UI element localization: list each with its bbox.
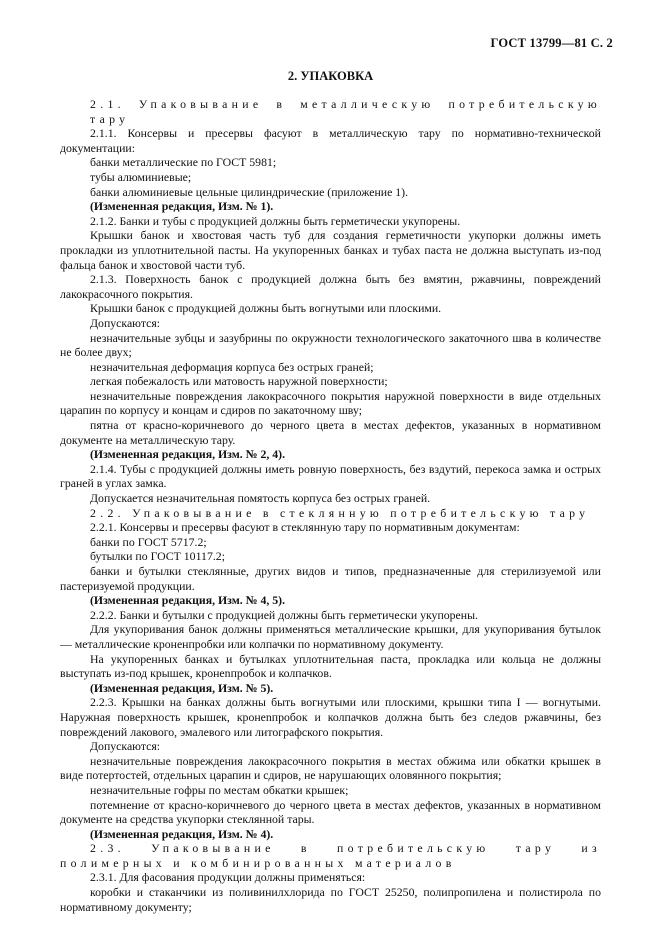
paragraph: 2.3. Упаковывание в потребительскую тару из полимерных и комбинированных материалов <box>60 841 601 870</box>
paragraph: бутылки по ГОСТ 10117.2; <box>90 549 225 564</box>
paragraph: (Измененная редакция, Изм. № 5). <box>90 680 274 695</box>
paragraph: Для укупоривания банок должны применяться металлические крышки, для укупоривания бутылок — металлические кроненпробки или колпачки по нормативному документу. <box>60 622 601 651</box>
paragraph: 2.1.4. Тубы с продукцией должны иметь ровную поверхность, без вздутий, перекоса замка и острых граней в углах замка. <box>60 461 601 491</box>
paragraph: незначительные повреждения лакокрасочного покрытия наружной поверхности в виде отдельных царапин по корпусу и концам и сдиров по закаточному шву; <box>60 388 601 418</box>
paragraph: незначительные гофры по местам обкатки крышек; <box>90 782 349 797</box>
paragraph: Крышки банок и хвостовая часть туб для создания герметичности укупорки должны иметь прокладки из уплотнительной пасты. На укупоренных банках и тубах паста не должна выступать из-под фальца банок и хвостовой части туб. <box>60 228 601 272</box>
paragraph: 2.1.2. Банки и тубы с продукцией должны быть герметически укупорены. <box>90 213 461 228</box>
paragraph: 2.3.1. Для фасования продукции должны применяться: <box>90 870 366 885</box>
paragraph: На укупоренных банках и бутылках уплотнительная паста, прокладка или кольца не должны выступать из-под крышек, кронenпробок и колпачков. <box>60 651 601 681</box>
paragraph: незначительные зубцы и зазубрины по окружности технологического закаточного шва в количестве не более двух; <box>60 330 601 360</box>
paragraph: Допускается незначительная помятость корпуса без острых граней. <box>90 491 431 506</box>
paragraph: банки алюминиевые цельные цилиндрические (приложение 1). <box>90 184 409 199</box>
paragraph: коробки и стаканчики из поливинилхлорида по ГОСТ 25250, полипропилена и полистирола по нормативному документу; <box>60 885 601 914</box>
paragraph: Допускаются: <box>90 739 161 754</box>
paragraph: потемнение от красно-коричневого до черного цвета в местах дефектов, указанных в нормативном документе на средства укупорки стеклянной тары. <box>60 797 601 827</box>
paragraph: пятна от красно-коричневого до черного цвета в местах дефектов, указанных в нормативном документе на металлическую тару. <box>60 418 601 447</box>
paragraph: незначительные повреждения лакокрасочного покрытия в местах обжима или обкатки крышек в виде потертостей, отдельных царапин и сдиров, не нарушающих оловянного покрытия; <box>60 753 601 783</box>
paragraph: 2.1.1. Консервы и пресервы фасуют в металлическую тару по нормативно-технической документации: <box>60 126 601 155</box>
paragraph: банки металлические по ГОСТ 5981; <box>90 155 277 170</box>
section-title: 2. УПАКОВКА <box>287 69 374 83</box>
paragraph: (Измененная редакция, Изм. № 1). <box>90 199 274 214</box>
paragraph: незначительная деформация корпуса без острых граней; <box>90 359 374 374</box>
document-header: ГОСТ 13799—81 С. 2 <box>490 36 613 50</box>
paragraph: легкая побежалость или матовость наружной поверхности; <box>90 374 388 389</box>
paragraph: 2.2.3. Крышки на банках должны быть вогнутыми или плоскими, крышки типа I — вогнутыми. Наружная поверхность крышек, кронenпробок и колпачков должна быть без следов ржавчины, без повреждений лакового, эмалевого или литографского покрытия. <box>60 695 601 739</box>
paragraph: Крышки банок с продукцией должны быть вогнутыми или плоскими. <box>90 301 442 316</box>
paragraph: 2.2.1. Консервы и пресервы фасуют в стеклянную тару по нормативным документам: <box>90 520 520 535</box>
paragraph: Допускаются: <box>90 315 161 330</box>
paragraph: 2.1.3. Поверхность банок с продукцией должна быть без вмятин, ржавчины, повреждений лакокрасочного покрытия. <box>60 272 601 301</box>
paragraph: 2.2.2. Банки и бутылки с продукцией должны быть герметически укупорены. <box>90 607 478 622</box>
paragraph: (Измененная редакция, Изм. № 4). <box>90 826 274 841</box>
paragraph: банки по ГОСТ 5717.2; <box>90 534 207 549</box>
paragraph: (Измененная редакция, Изм. № 4, 5). <box>90 593 286 608</box>
paragraph: тубы алюминиевые; <box>90 169 192 184</box>
paragraph: (Измененная редакция, Изм. № 2, 4). <box>90 447 286 462</box>
paragraph: банки и бутылки стеклянные, других видов и типов, предназначенные для стерилизуемой или пастеризуемой продукции. <box>60 564 601 593</box>
paragraph: 2.1. Упаковывание в металлическую потребительскую тару <box>90 97 601 126</box>
paragraph: 2.2. Упаковывание в стеклянную потребительскую тару <box>90 505 590 520</box>
body-text <box>60 97 601 914</box>
